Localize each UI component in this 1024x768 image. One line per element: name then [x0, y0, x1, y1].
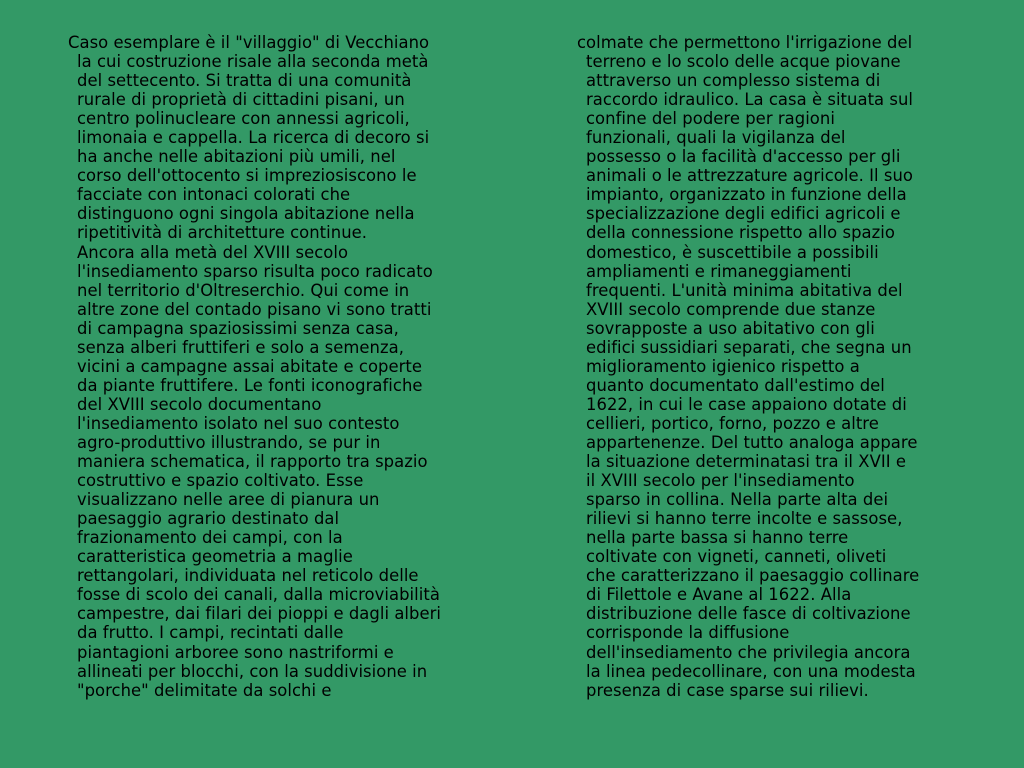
- text-line: visualizzano nelle aree di pianura un: [77, 490, 380, 510]
- text-line: edifici sussidiari separati, che segna un: [586, 337, 912, 357]
- text-line: nella parte bassa si hanno terre: [586, 528, 849, 548]
- text-line: nel territorio d'Oltreserchio. Qui come in: [77, 280, 410, 300]
- text-line: sparso in collina. Nella parte alta dei: [586, 490, 889, 510]
- text-line: paesaggio agrario destinato dal: [77, 509, 340, 529]
- text-line: terreno e lo scolo delle acque piovane: [586, 52, 901, 72]
- text-line: colmate che permettono l'irrigazione del: [577, 33, 913, 52]
- text-line: frazionamento dei campi, con la: [77, 528, 343, 548]
- text-line: rurale di proprietà di cittadini pisani, un: [77, 90, 405, 110]
- text-line: Ancora alla metà del XVIII secolo: [77, 242, 349, 262]
- text-line: 1622, in cui le case appaiono dotate di: [586, 394, 907, 414]
- text-line: la cui costruzione risale alla seconda metà: [77, 52, 429, 72]
- text-line: agro-produttivo illustrando, se pur in: [77, 432, 381, 452]
- text-line: del settecento. Si tratta di una comunità: [77, 71, 412, 91]
- text-line: l'insediamento sparso risulta poco radicato: [77, 261, 433, 281]
- text-line: centro polinucleare con annessi agricoli,: [77, 109, 410, 129]
- text-line: domestico, è suscettibile a possibili: [586, 242, 879, 262]
- text-line: campestre, dai filari dei pioppi e dagli alberi: [77, 604, 441, 624]
- text-line: coltivate con vigneti, canneti, oliveti: [586, 547, 887, 567]
- text-line: ampliamenti e rimaneggiamenti: [586, 261, 852, 281]
- text-line: facciate con intonaci colorati che: [77, 185, 351, 205]
- text-line: attraverso un complesso sistema di: [586, 71, 881, 91]
- text-line: XVIII secolo comprende due stanze: [586, 299, 876, 319]
- text-line: vicini a campagne assai abitate e coperte: [77, 356, 423, 376]
- text-line: dell'insediamento che privilegia ancora: [586, 642, 911, 662]
- text-line: impianto, organizzato in funzione della: [586, 185, 907, 205]
- text-line: del XVIII secolo documentano: [77, 394, 322, 414]
- text-line: di Filettole e Avane al 1622. Alla: [586, 585, 852, 605]
- text-line: la situazione determinatasi tra il XVII e: [586, 452, 906, 472]
- text-line: senza alberi fruttiferi e solo a semenza,: [77, 337, 404, 357]
- text-line: da piante fruttifere. Le fonti iconografiche: [77, 375, 423, 395]
- text-line: la linea pedecollinare, con una modesta: [586, 661, 916, 681]
- text-line: fosse di scolo dei canali, dalla microviabilità: [77, 585, 440, 605]
- left-text-column: [68, 33, 522, 700]
- text-line: l'insediamento isolato nel suo contesto: [77, 413, 400, 433]
- text-line: maniera schematica, il rapporto tra spazio: [77, 452, 428, 472]
- text-line: di campagna spaziosissimi senza casa,: [77, 318, 399, 338]
- text-line: specializzazione degli edifici agricoli e: [586, 204, 901, 224]
- text-line: quanto documentato dall'estimo del: [586, 375, 885, 395]
- text-line: animali o le attrezzature agricole. Il suo: [586, 166, 913, 186]
- text-line: corrisponde la diffusione: [586, 623, 790, 643]
- text-line: possesso o la facilità d'accesso per gli: [586, 147, 901, 167]
- text-line: corso dell'ottocento si impreziosiscono le: [77, 166, 417, 186]
- text-line: costruttivo e spazio coltivato. Esse: [77, 471, 364, 491]
- text-line: della connessione rispetto allo spazio: [586, 223, 895, 243]
- text-line: miglioramento igienico rispetto a: [586, 356, 860, 376]
- text-line: che caratterizzano il paesaggio collinare: [586, 566, 920, 586]
- text-line: presenza di case sparse sui rilievi.: [586, 680, 869, 700]
- text-line: distinguono ogni singola abitazione nella: [77, 204, 415, 224]
- text-line: frequenti. L'unità minima abitativa del: [586, 280, 903, 300]
- text-line: funzionali, quali la vigilanza del: [586, 128, 846, 148]
- text-line: cellieri, portico, forno, pozzo e altre: [586, 413, 879, 433]
- text-line: sovrapposte a uso abitativo con gli: [586, 318, 875, 338]
- text-line: distribuzione delle fasce di coltivazione: [586, 604, 911, 624]
- text-line: caratteristica geometria a maglie: [77, 547, 353, 567]
- text-line: piantagioni arboree sono nastriformi e: [77, 642, 394, 662]
- text-line: raccordo idraulico. La casa è situata sul: [586, 90, 914, 110]
- text-line: da frutto. I campi, recintati dalle: [77, 623, 344, 643]
- text-line: Caso esemplare è il "villaggio" di Vecchiano: [68, 33, 430, 52]
- right-text-column: [577, 33, 990, 700]
- text-line: rettangolari, individuata nel reticolo delle: [77, 566, 419, 586]
- text-line: confine del podere per ragioni: [586, 109, 835, 129]
- text-line: ha anche nelle abitazioni più umili, nel: [77, 147, 396, 167]
- text-line: ripetitività di architetture continue.: [77, 223, 368, 243]
- text-line: limonaia e cappella. La ricerca di decoro si: [77, 128, 430, 148]
- text-line: "porche" delimitate da solchi e: [77, 680, 332, 700]
- text-line: il XVIII secolo per l'insediamento: [586, 471, 855, 491]
- text-line: appartenenze. Del tutto analoga appare: [586, 432, 918, 452]
- text-line: rilievi si hanno terre incolte e sassose,: [586, 509, 903, 529]
- text-line: allineati per blocchi, con la suddivisione in: [77, 661, 428, 681]
- text-line: altre zone del contado pisano vi sono tratti: [77, 299, 432, 319]
